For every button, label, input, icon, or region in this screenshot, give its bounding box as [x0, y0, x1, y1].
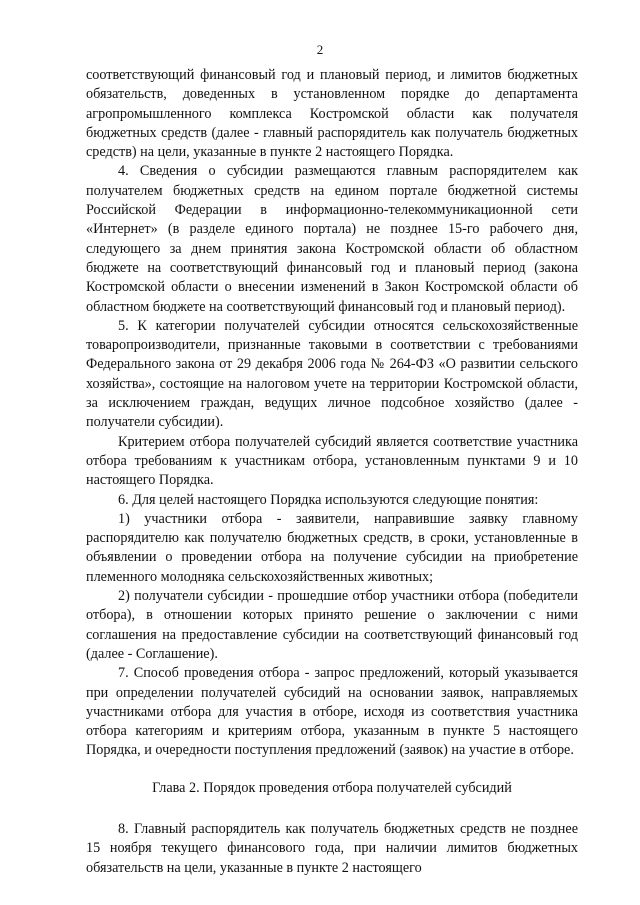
paragraph-continuation: соответствующий финансовый год и плановый период, и лимитов бюджетных обязательств, доведенных в установленном порядке до департамента агропромышленного комплекса Костромской области как получателя бюджетных средств (далее - главный распорядитель как получатель бюджетных средств) на цели, указанные в пункте 2 настоящего Порядка. [86, 67, 578, 161]
paragraph-criteria: Критерием отбора получателей субсидий является соответствие участника отбора требованиям к участникам отбора, установленным пунктами 9 и 10 настоящего Порядка. [86, 433, 578, 489]
document-body [86, 66, 578, 878]
paragraph-6: 6. Для целей настоящего Порядка используются следующие понятия: [118, 491, 539, 508]
paragraph-8: 8. Главный распорядитель как получатель бюджетных средств не позднее 15 ноября текущего финансового года, при наличии лимитов бюджетных обязательств на цели, указанные в пункте 2 настоящего [86, 820, 578, 876]
chapter-title: Глава 2. Порядок проведения отбора получателей субсидий [152, 779, 512, 796]
paragraph-5: 5. К категории получателей субсидии относятся сельскохозяйственные товаропроизводители, признанные таковыми в соответствии с требованиями Федерального закона от 29 декабря 2006 года № 264-ФЗ «О развитии сельского хозяйства», состоящие на налоговом учете на территории Костромской области, за исключением граждан, ведущих личное подсобное хозяйство (далее - получатели субсидии). [86, 317, 578, 431]
page-number: 2 [316, 42, 324, 57]
paragraph-4: 4. Сведения о субсидии размещаются главным распорядителем как получателем бюджетных средств на едином портале бюджетной системы Российской Федерации в информационно-телекоммуникационной сети «Интернет» (в разделе единого портала) не позднее 15-го рабочего дня, следующего за днем принятия закона Костромской области об областном бюджете на соответствующий финансовый год и плановый период (закона Костромской области о внесении изменений в Закон Костромской области об областном бюджете на соответствующий финансовый год и плановый период). [86, 163, 578, 315]
paragraph-6-item-1: 1) участники отбора - заявители, направившие заявку главному распорядителю как получателю бюджетных средств, в сроки, установленные в объявлении о проведении отбора на получение субсидии на приобретение племенного молодняка сельскохозяйственных животных; [86, 510, 578, 585]
paragraph-7: 7. Способ проведения отбора - запрос предложений, который указывается при определении получателей субсидий на основании заявок, направляемых участниками отбора для участия в отборе, исходя из соответствия участника отбора категориям и критериям отбора, указанным в пункте 5 настоящего Порядка, и очередности поступления предложений (заявок) на участие в отборе. [86, 665, 578, 759]
paragraph-6-item-2: 2) получатели субсидии - прошедшие отбор участники отбора (победители отбора), в отношении которых принято решение о заключении с ними соглашения на предоставление субсидии на соответствующий финансовый год (далее - Соглашение). [86, 588, 578, 662]
